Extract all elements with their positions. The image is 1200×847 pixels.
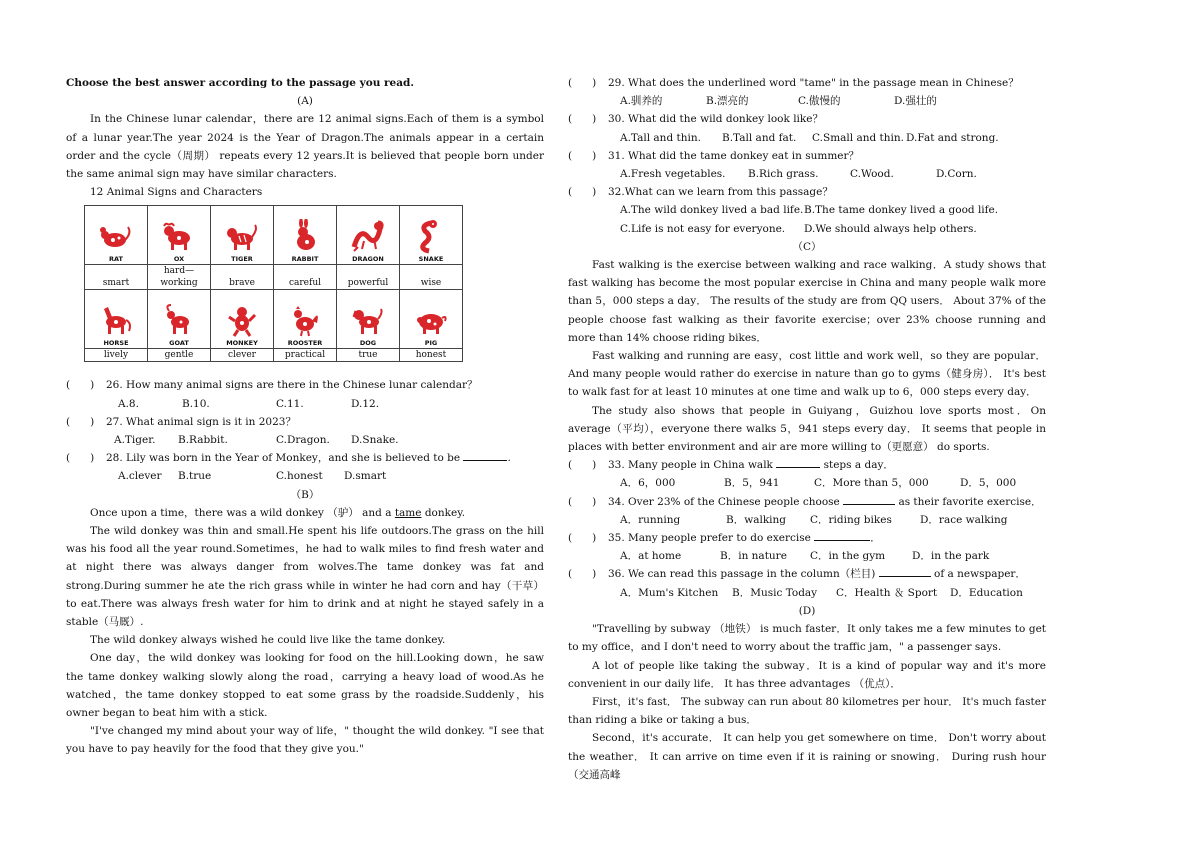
animal-name: DOG [359,339,377,348]
answer-blank-35[interactable]: ( ) [568,532,597,545]
option-28-c[interactable]: C.honest [276,470,323,483]
fill-blank-35[interactable] [814,529,870,541]
question-28-text: 28. Lily was born in the Year of Monkey，and she is believed to be [106,452,461,465]
table-caption: 12 Animal Signs and Characters [90,186,263,199]
animal-cell-rooster [274,290,337,349]
animal-name: RAT [109,255,123,264]
option-35-a[interactable]: A．at home [620,550,682,563]
question-35-text: 35. Many people prefer to do exercise [608,532,811,545]
option-29-b[interactable]: B.漂亮的 [706,95,749,108]
passage-a: In the Chinese lunar calendar，there are 12 animal signs.Each of them is a symbol of a lunar year.The year 2024 is the Year of Dragon.The animals appear in a certain order and the cycle（周期） repeats every 12 years.It is believed that people born under the same animal sign may have similar characters. [66,113,544,181]
section-d-heading: (D) [798,604,816,617]
tiger-icon [211,219,273,255]
animal-name: HORSE [103,339,129,348]
option-32-b[interactable]: B.The tame donkey lived a good life. [804,204,999,217]
answer-blank-31[interactable]: ( ) [568,149,597,162]
question-27 [66,413,544,431]
animal-name: MONKEY [226,339,258,348]
option-26-c[interactable]: C.11. [276,397,304,410]
question-26-text: 26. How many animal signs are there in the Chinese lunar calendar？ [106,379,478,392]
animal-cell-horse [85,290,148,349]
passage-d-paragraph-3: First，it's fast． The subway can run about 80 kilometres per hour． It's much faster than riding a bike or taking a bus． [568,695,1046,727]
right-column [568,74,1046,784]
passage-d-paragraph-1: "Travelling by subway （地铁） is much faster．It only takes me a few minutes to get to my office，and I don't need to worry about the traffic jam，" a passenger says. [568,623,1046,654]
question-36-text: 36. We can read this passage in the column（栏目) [608,568,876,581]
option-36-a[interactable]: A．Mum's Kitchen [620,586,719,599]
question-30 [568,110,1046,128]
passage-d-paragraph-4: Second，it's accurate． It can help you get somewhere on time． Don't worry about the weather． It can arrive on time even if it is raining or snowing． During rush hour （交通高峰 [568,732,1046,781]
answer-blank-33[interactable]: ( ) [568,459,597,472]
animal-trait: gentle [148,349,211,362]
passage-c-paragraph-2: Fast walking and running are easy，cost little and work well，so they are popular． And many people would rather do exercise in nature than go to gyms（健身房）． It's best to walk fast for at least 10 minutes at one time and walk up to 6，000 steps every day． [568,350,1046,399]
option-27-b[interactable]: B.Rabbit. [178,434,228,447]
question-29 [568,74,1046,92]
question-26-options [118,395,544,413]
option-28-b[interactable]: B.true [178,470,212,483]
pig-icon [400,303,462,339]
option-31-c[interactable]: C.Wood. [850,168,894,181]
question-35-tail: ． [870,532,881,545]
option-34-a[interactable]: A．running [620,513,681,526]
option-30-c[interactable]: C.Small and thin. [812,131,904,144]
passage-b-paragraph-3: The wild donkey always wished he could live like the tame donkey. [90,634,446,647]
fill-blank-33[interactable] [776,456,820,468]
option-31-a[interactable]: A.Fresh vegetables. [620,168,726,181]
question-26 [66,376,544,394]
answer-blank-26[interactable]: ( ) [66,379,95,392]
question-31 [568,147,1046,165]
animal-cell-monkey [211,290,274,349]
section-a-heading: (A) [297,95,313,108]
question-30-options [620,129,1046,147]
option-31-b[interactable]: B.Rich grass. [748,168,819,181]
option-36-b[interactable]: B．Music Today [732,586,818,599]
animal-cell-goat [148,290,211,349]
animal-cell-tiger [211,206,274,265]
option-35-d[interactable]: D．in the park [912,550,990,563]
animal-cell-rabbit [274,206,337,265]
option-27-c[interactable]: C.Dragon. [276,434,330,447]
question-28 [66,449,544,467]
animal-signs-table [84,205,463,362]
animal-name: GOAT [169,339,189,348]
answer-blank-28[interactable]: ( ) [66,452,95,465]
animal-trait: hard—working [148,265,211,290]
animal-name: ROOSTER [287,339,323,348]
animal-cell-dog [337,290,400,349]
option-33-d[interactable]: D．5，000 [960,477,1017,490]
animal-trait-row [85,349,463,362]
section-b-heading: （B） [290,488,320,501]
animal-cell-ox [148,206,211,265]
option-26-b[interactable]: B.10. [182,397,210,410]
animal-trait: wise [400,265,463,290]
question-36-options [620,584,1046,602]
left-column [66,74,544,759]
option-34-d[interactable]: D．race walking [920,513,1008,526]
option-32-a[interactable]: A.The wild donkey lived a bad life. [620,204,804,217]
option-26-d[interactable]: D.12. [351,397,380,410]
passage-c-paragraph-3: The study also shows that people in Guiyang，Guizhou love sports most．On average（平均），everyone there walks 5，941 steps every day． It seems that people in places with better environment and air are more willing to（更愿意） do sports. [568,404,1046,454]
animal-cell-dragon [337,206,400,265]
monkey-icon [211,303,273,339]
option-33-c[interactable]: C．More than 5，000 [814,477,929,490]
rabbit-icon [274,219,336,255]
option-29-c[interactable]: C.傲慢的 [798,95,841,108]
question-32 [568,183,1046,201]
animal-trait: brave [211,265,274,290]
animal-picture-row [85,290,463,349]
animal-name: RABBIT [291,255,319,264]
animal-name: OX [173,255,185,264]
option-27-d[interactable]: D.Snake. [351,434,399,447]
option-33-a[interactable]: A．6，000 [620,477,676,490]
section-c-heading: （C） [792,240,822,253]
question-33-text: 33. Many people in China walk [608,459,773,472]
question-32-options-ab [620,201,1046,219]
question-36-tail: of a newspaper． [934,568,1026,581]
animal-trait: clever [211,349,274,362]
option-30-d[interactable]: D.Fat and strong. [906,131,999,144]
passage-b-paragraph-2: The wild donkey was thin and small.He spent his life outdoors.The grass on the hill was his food all the year round.Sometimes，he had to walk miles to find fresh water and at night there was always danger from wolves.The tame donkey was fat and strong.During summer he ate the rich grass while in winter he had corn and hay（干草） to eat.There was always fresh water for him to drink and at night he stayed safely in a stable（马厩）. [66,525,544,629]
answer-blank-27[interactable]: ( ) [66,415,95,428]
option-31-d[interactable]: D.Corn. [936,168,977,181]
option-36-d[interactable]: D．Education [950,586,1023,599]
animal-name: TIGER [231,255,253,264]
answer-blank-36[interactable]: ( ) [568,568,597,581]
ox-icon [148,219,210,255]
rooster-icon [274,303,336,339]
question-31-text: 31. What did the tame donkey eat in summer？ [608,149,860,162]
animal-trait: careful [274,265,337,290]
option-32-d[interactable]: D.We should always help others. [804,222,977,235]
underlined-word-tame: tame [394,506,422,519]
option-29-a[interactable]: A.驯养的 [620,95,663,108]
option-29-d[interactable]: D.强壮的 [894,95,937,108]
question-34-text: 34. Over 23% of the Chinese people choose [608,495,840,508]
question-27-options [114,431,544,449]
animal-trait-row [85,265,463,290]
question-29-text: 29. What does the underlined word "tame" in the passage mean in Chinese？ [608,77,1019,89]
animal-trait: smart [85,265,148,290]
animal-name: SNAKE [418,255,444,264]
goat-icon [148,303,210,339]
passage-b-paragraph-4: One day，the wild donkey was looking for food on the hill.Looking down，he saw the tame donkey walking slowly along the road，carrying a heavy load of wood.As he watched，the tame donkey stopped to eat some grass by the roadside.Suddenly，his owner began to beat him with a stick. [66,652,544,720]
animal-cell-pig [400,290,463,349]
option-26-a[interactable]: A.8. [118,397,139,410]
animal-cell-rat [85,206,148,265]
animal-name: DRAGON [352,255,384,264]
question-36 [568,565,1046,583]
answer-blank-34[interactable]: ( ) [568,495,597,508]
question-35-options [620,547,1046,565]
animal-name: PIG [424,339,438,348]
passage-b-paragraph-5: "I've changed my mind about your way of life，" thought the wild donkey. "I see that you have to pay heavily for the food that they give you." [66,725,544,756]
fill-blank-28[interactable] [463,449,507,461]
dragon-icon [337,219,399,255]
rat-icon [85,219,147,255]
question-35 [568,529,1046,547]
option-36-c[interactable]: C．Health ＆ Sport [836,586,938,599]
option-35-c[interactable]: C．in the gym [810,550,886,563]
question-32-text: 32.What can we learn from this passage？ [608,186,833,199]
question-30-text: 30. What did the wild donkey look like？ [608,113,823,126]
option-35-b[interactable]: B．in nature [720,550,787,563]
question-34-options [620,511,1046,529]
option-27-a[interactable]: A.Tiger. [114,434,156,447]
snake-icon [400,219,462,255]
question-33-tail: steps a day． [823,459,894,472]
fill-blank-34[interactable] [843,493,895,505]
question-33 [568,456,1046,474]
question-29-options [620,92,1046,110]
animal-trait: true [337,349,400,362]
passage-c-paragraph-1: Fast walking is the exercise between walking and race walking．A study shows that fast walking has become the most popular exercise in China and many people walk more than 5，000 steps a day． The results of the study are from QQ users． About 37% of the people choose fast walking as their favorite exercise；over 23% choose running and more than 14% choose riding bikes． [568,259,1046,344]
passage-b-p1-end: donkey. [421,506,466,519]
option-32-c[interactable]: C.Life is not easy for everyone. [620,222,786,235]
answer-blank-32[interactable]: ( ) [568,186,597,199]
animal-trait: honest [400,349,463,362]
question-27-text: 27. What animal sign is it in 2023？ [106,415,296,428]
question-33-options [620,474,1046,492]
answer-blank-29[interactable]: ( ) [568,77,597,89]
passage-d-paragraph-2: A lot of people like taking the subway．It is a kind of popular way and it's more convenient in our daily life． It has three advantages （优点）． [568,659,1046,690]
question-31-options [620,165,1046,183]
question-28-options [118,467,544,485]
animal-trait: powerful [337,265,400,290]
animal-trait: practical [274,349,337,362]
passage-b-p1-start: Once upon a time，there was a wild donkey （驴） and a [90,506,395,519]
fill-blank-36[interactable] [879,565,931,577]
dog-icon [337,303,399,339]
option-34-b[interactable]: B．walking [726,513,787,526]
instruction: Choose the best answer according to the passage you read. [66,77,415,89]
option-30-a[interactable]: A.Tall and thin. [620,131,701,144]
question-28-tail: . [507,452,511,465]
option-30-b[interactable]: B.Tall and fat. [722,131,797,144]
question-34 [568,493,1046,511]
option-33-b[interactable]: B．5，941 [724,477,780,490]
horse-icon [85,303,147,339]
passage-b-paragraph-1 [66,504,544,522]
option-28-a[interactable]: A.clever [118,470,162,483]
animal-cell-snake [400,206,463,265]
option-28-d[interactable]: D.smart [344,470,387,483]
option-34-c[interactable]: C．riding bikes [810,513,892,526]
animal-trait: lively [85,349,148,362]
animal-picture-row [85,206,463,265]
answer-blank-30[interactable]: ( ) [568,113,597,126]
question-32-options-cd [620,220,1046,238]
question-34-tail: as their favorite exercise． [898,495,1042,508]
